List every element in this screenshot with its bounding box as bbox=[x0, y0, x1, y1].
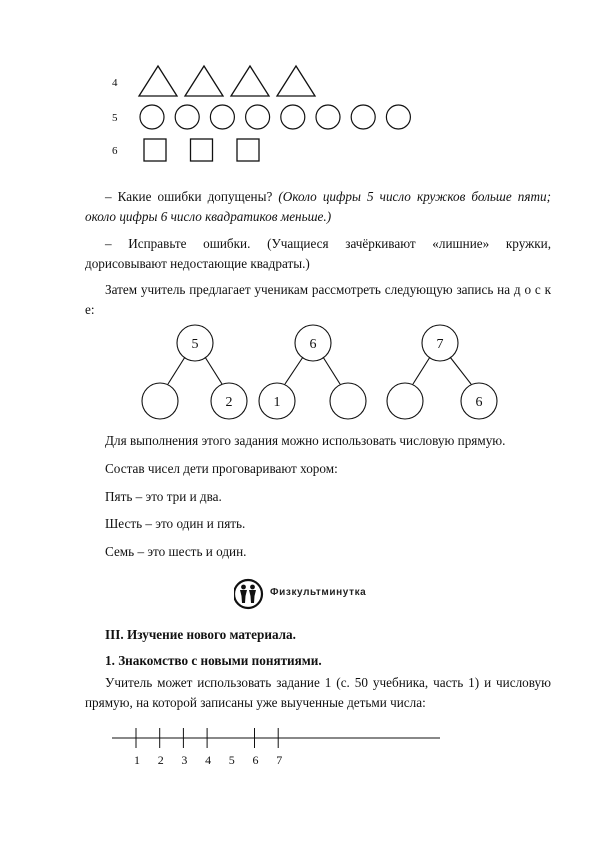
triangle-shape bbox=[139, 66, 177, 96]
tree-1-left-branch bbox=[168, 357, 185, 384]
triangle-shape bbox=[231, 66, 269, 96]
tree-2-right-branch bbox=[323, 357, 340, 384]
shape-rows bbox=[112, 66, 410, 161]
number-line-label: 1 bbox=[134, 753, 140, 767]
circle-shape bbox=[210, 105, 234, 129]
circle-shape bbox=[175, 105, 199, 129]
section-text: Учитель может использовать задание 1 (с. 50 учебника, часть 1) и числовую прямую, на которой записаны уже выученные детьми числа: bbox=[85, 675, 551, 710]
number-line-label: 5 bbox=[228, 753, 235, 767]
circle-shape bbox=[281, 105, 305, 129]
circle-shape bbox=[316, 105, 340, 129]
tree-1-right-number: 2 bbox=[225, 395, 233, 410]
tree-1-left-circle bbox=[142, 383, 178, 419]
intro-paragraph: Затем учитель предлагает ученикам рассмотреть следующую запись на д о с к е: bbox=[85, 282, 551, 317]
question-errors-note: (Около цифры 5 число кружков больше пяти; около цифры 6 число квадратиков меньше.) bbox=[85, 189, 551, 224]
tree-3-top-number: 7 bbox=[436, 337, 444, 352]
circle-shape bbox=[386, 105, 410, 129]
tree-2-left-number: 1 bbox=[273, 395, 281, 410]
question-fix bbox=[85, 234, 551, 273]
tree-3-right-number: 6 bbox=[475, 395, 483, 410]
number-line-label: 7 bbox=[276, 753, 283, 767]
chorus-instruction: Состав чисел дети проговаривают хором: bbox=[105, 461, 338, 476]
physical-break-banner bbox=[228, 576, 420, 612]
circle-shape bbox=[140, 105, 164, 129]
physical-break-label: Физкультминутка bbox=[270, 587, 367, 598]
row-number-label: 6 bbox=[112, 145, 118, 157]
row-number-label: 5 bbox=[112, 112, 118, 124]
tree-3-left-circle bbox=[387, 383, 423, 419]
square-shape bbox=[237, 139, 259, 161]
number-line-label: 4 bbox=[205, 753, 212, 767]
composition-seven: Семь – это шесть и один. bbox=[105, 544, 247, 559]
tree-1-top-number: 5 bbox=[191, 337, 199, 352]
number-line-label: 2 bbox=[157, 753, 164, 767]
tree-2-top-number: 6 bbox=[309, 337, 317, 352]
question-errors bbox=[85, 187, 551, 226]
triangle-shape bbox=[185, 66, 223, 96]
tree-1-right-branch bbox=[205, 357, 222, 384]
square-shape bbox=[144, 139, 166, 161]
composition-six: Шесть – это один и пять. bbox=[105, 516, 246, 531]
tree-3-right-branch bbox=[450, 357, 471, 384]
square-shape bbox=[191, 139, 213, 161]
tree-3-left-branch bbox=[413, 357, 430, 384]
tree-2-left-branch bbox=[285, 357, 303, 384]
circle-shape bbox=[351, 105, 375, 129]
people-in-circle-icon bbox=[234, 576, 274, 612]
question-fix-text: – Исправьте ошибки. bbox=[105, 236, 251, 251]
triangle-shape bbox=[277, 66, 315, 96]
circle-shape bbox=[246, 105, 270, 129]
number-line-label: 3 bbox=[181, 753, 188, 767]
number-line bbox=[112, 728, 440, 767]
section-heading: III. Изучение нового материала. bbox=[105, 627, 296, 642]
number-line-hint: Для выполнения этого задания можно использовать числовую прямую. bbox=[105, 433, 506, 448]
question-errors-text: – Какие ошибки допущены? bbox=[105, 189, 273, 204]
question-fix-note: (Учащиеся зачёркивают «лишние» кружки, дорисовывают недостающие квадраты.) bbox=[85, 236, 552, 271]
number-line-label: 6 bbox=[252, 753, 259, 767]
row-number-label: 4 bbox=[112, 77, 118, 89]
composition-five: Пять – это три и два. bbox=[105, 489, 222, 504]
tree-numbers bbox=[192, 337, 483, 410]
section-subheading: 1. Знакомство с новыми понятиями. bbox=[105, 653, 322, 668]
tree-2-right-circle bbox=[330, 383, 366, 419]
